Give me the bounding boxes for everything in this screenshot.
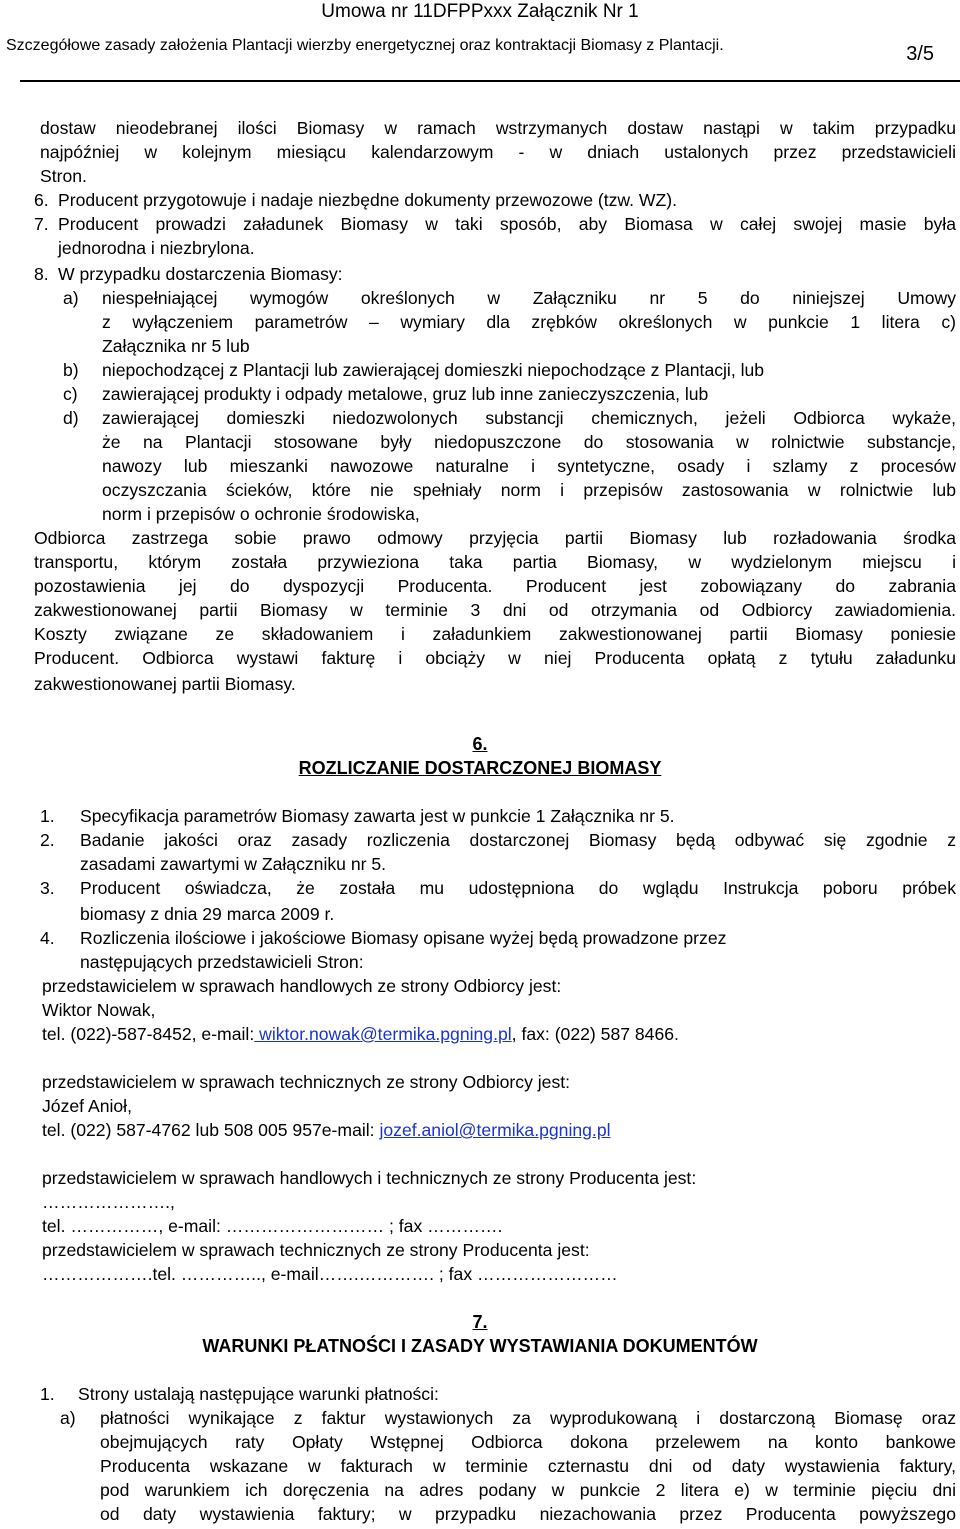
sublist-text: nawozy lub mieszanki nawozowe naturalne i syntetyczne, osady i szlamy z procesów [102,456,956,476]
list-number: 7. [34,214,49,234]
list-number: 2. [40,830,55,850]
header-divider [20,80,960,82]
sublist-text: pod warunkiem ich doręczenia na adres podany w punkcie 2 litera e) w terminie pięciu dni [100,1480,956,1500]
contact-name: …………………., [42,1192,175,1212]
page-header [0,0,960,84]
paragraph-line: pozostawienia jej do dyspozycji Producenta. Producent jest zobowiązany do zabrania [34,576,956,596]
paragraph-line: zakwestionowanej partii Biomasy. [34,674,296,694]
contact-role: przedstawicielem w sprawach handlowych i technicznych ze strony Producenta jest: [42,1168,697,1188]
sublist-text: oczyszczania ścieków, które nie spełniały norm i przepisów zastosowania w rolnictwie lub [102,480,956,500]
list-number: 1. [40,806,55,826]
contact-details: tel. (022)-587-8452, e-mail: wiktor.nowak@termika.pgning.pl, fax: (022) 587 8466. [42,1024,679,1044]
list-item-text: Specyfikacja parametrów Biomasy zawarta jest w punkcie 1 Załącznika nr 5. [80,806,675,826]
list-item-text: Strony ustalają następujące warunki płatności: [78,1384,439,1404]
sublist-text: od daty wystawienia faktury; w przypadku niezachowania przez Producenta powyższego [100,1504,956,1524]
contact-name: Józef Anioł, [42,1096,132,1116]
list-item-text: biomasy z dnia 29 marca 2009 r. [80,904,335,924]
section-heading: WARUNKI PŁATNOŚCI I ZASADY WYSTAWIANIA DOKUMENTÓW [202,1336,758,1356]
list-number: 3. [40,878,55,898]
list-item-text: zasadami zawartymi w Załączniku nr 5. [80,854,387,874]
list-number: 1. [40,1384,55,1404]
sublist-text: zawierającej domieszki niedozwolonych substancji chemicznych, jeżeli Odbiorca wykaże, [102,408,956,428]
sublist-text: Producenta wskazane w fakturach w terminie czternastu dni od daty wystawienia faktury, [100,1456,956,1476]
section-heading: ROZLICZANIE DOSTARCZONEJ BIOMASY [298,758,662,778]
list-item-text: Rozliczenia ilościowe i jakościowe Biomasy opisane wyżej będą prowadzone przez [80,928,727,948]
sublist-label: c) [63,384,78,404]
contact-details: ……………….tel. ………….., e-mail…….…………. ; fax …………………… [42,1264,618,1284]
contact-name: Wiktor Nowak, [42,1000,156,1020]
page-number: 3/5 [906,43,934,65]
sublist-text: Załącznika nr 5 lub [102,336,250,356]
paragraph-line: najpóźniej w kolejnym miesiącu kalendarzowym - w dniach ustalonych przez przedstawicieli [40,142,956,162]
list-item-text: Badanie jakości oraz zasady rozliczenia dostarczonej Biomasy będą odbywać się zgodnie z [80,830,956,850]
list-item-text: jednorodna i niezbrylona. [58,238,255,258]
sublist-text: płatności wynikające z faktur wystawionych za wyprodukowaną i dostarczoną Biomasę oraz [100,1408,956,1428]
sublist-label: a) [60,1408,76,1428]
paragraph-line: transportu, którym została przywieziona taka partia Biomasy, w wydzielonym miejscu i [34,552,956,572]
contact-role: przedstawicielem w sprawach handlowych ze strony Odbiorcy jest: [42,976,562,996]
email-link[interactable]: wiktor.nowak@termika.pgning.pl [254,1024,512,1044]
list-item-text: następujących przedstawicieli Stron: [80,952,364,972]
sublist-text: obejmujących raty Opłaty Wstępnej Odbiorca dokona przelewem na konto bankowe [100,1432,956,1452]
section-number: 7. [472,1312,488,1332]
sublist-label: a) [63,288,79,308]
sublist-text: zawierającej produkty i odpady metalowe, gruz lub inne zanieczyszczenia, lub [102,384,709,404]
email-link[interactable]: jozef.aniol@termika.pgning.pl [379,1120,611,1140]
sublist-text: niepochodzącej z Plantacji lub zawierającej domieszki niepochodzące z Plantacji, lub [102,360,765,380]
contact-details: tel. (022) 587-4762 lub 508 005 957e-mail: jozef.aniol@termika.pgning.pl [42,1120,611,1140]
sublist-text: z wyłączeniem parametrów – wymiary dla zrębków określonych w punkcie 1 litera c) [102,312,956,332]
list-number: 6. [34,190,49,210]
paragraph-line: dostaw nieodebranej ilości Biomasy w ramach wstrzymanych dostaw nastąpi w takim przypadku [40,118,956,138]
section-number: 6. [472,734,488,754]
document-subtitle: Szczegółowe zasady założenia Plantacji wierzby energetycznej oraz kontraktacji Biomasy z Plantacji. [6,37,724,54]
sublist-text: norm i przepisów o ochronie środowiska, [102,504,420,524]
sublist-label: b) [63,360,79,380]
list-item-text: Producent oświadcza, że została mu udostępniona do wglądu Instrukcja poboru próbek [80,878,956,898]
list-number: 8. [34,264,49,284]
sublist-text: niespełniającej wymogów określonych w Załączniku nr 5 do niniejszej Umowy [102,288,956,308]
list-item-text: W przypadku dostarczenia Biomasy: [58,264,343,284]
paragraph-line: Odbiorca zastrzega sobie prawo odmowy przyjęcia partii Biomasy lub rozładowania środka [34,528,956,548]
contact-details: tel. ……………, e-mail: ……………………… ; fax …………. [42,1216,503,1236]
paragraph-line: Koszty związane ze składowaniem i załadunkiem zakwestionowanej partii Biomasy poniesie [34,624,956,644]
contact-role: przedstawicielem w sprawach technicznych ze strony Odbiorcy jest: [42,1072,571,1092]
list-item-text: Producent przygotowuje i nadaje niezbędne dokumenty przewozowe (tzw. WZ). [58,190,678,210]
paragraph-line: Producent. Odbiorca wystawi fakturę i obciąży w niej Producenta opłatą z tytułu załadunku [34,648,956,668]
document-title: Umowa nr 11DFPPxxx Załącznik Nr 1 [321,1,639,22]
contact-role: przedstawicielem w sprawach technicznych ze strony Producenta jest: [42,1240,590,1260]
list-number: 4. [40,928,55,948]
paragraph-line: Stron. [40,166,87,186]
sublist-label: d) [63,408,79,428]
paragraph-line: zakwestionowanej partii Biomasy w terminie 3 dni od otrzymania od Odbiorcy zawiadomienia. [34,600,956,620]
sublist-text: że na Plantacji stosowane były niedopuszczone do stosowania w rolnictwie substancje, [102,432,956,452]
list-item-text: Producent prowadzi załadunek Biomasy w taki sposób, aby Biomasa w całej swojej masie była [58,214,956,234]
